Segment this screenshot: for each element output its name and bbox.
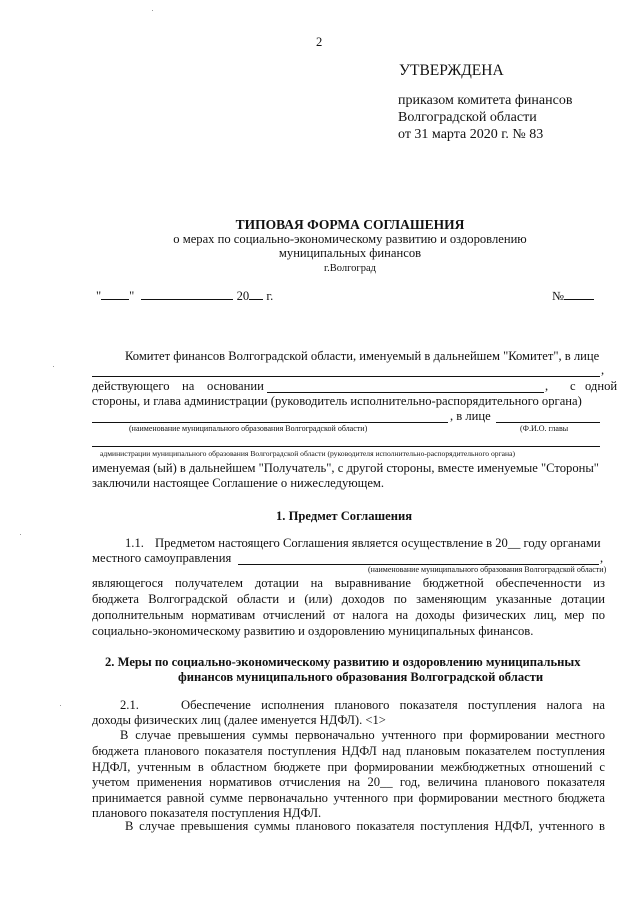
date-field: " " 20 г. (96, 289, 274, 303)
section-2-title-2: финансов муниципального образования Волгоградской области (178, 670, 544, 684)
form-subtitle-2: муниципальных финансов (278, 246, 422, 260)
parties-line-2a: действующего (92, 379, 170, 393)
approval-title: УТВЕРЖДЕНА (399, 62, 504, 79)
section-2-p2-line-4: учетом применения нормативов отчисления на 20__ год, величина планового показателя (92, 775, 605, 789)
section-1-p1-line-1: Предметом настоящего Соглашения является осуществление в 20__ году органами (155, 536, 601, 550)
parties-line-3: стороны, и глава администрации (руководитель исполнительно-распорядительного органа) (92, 394, 582, 408)
agreement-number: № (552, 288, 594, 305)
caption-administration: администрации муниципального образования Волгоградской области (руководителя исполнительно-распорядительного органа) (100, 449, 516, 458)
section-2-p2-line-1: В случае превышения суммы первоначально учтенного при формировании местного (120, 728, 605, 742)
section-1-p1-line-6: социально-экономическому развитию и оздоровлению муниципальных финансов. (92, 624, 534, 638)
section-1-p1-line-2: местного самоуправления (92, 551, 232, 565)
parties-line-4: , в лице (450, 409, 491, 423)
section-2-p2-line-5: принимается равной сумме первоначально учтенного при формировании местного бюджета (92, 791, 605, 805)
caption-municipality: (наименование муниципального образования Волгоградской области) (129, 424, 368, 433)
parties-line-6: заключили настоящее Соглашение о нижеследующем. (92, 476, 385, 490)
caption-head-name: (Ф.И.О. главы (520, 424, 569, 433)
section-1-p1-line-4: бюджета Волгоградской области и (или) доходов по заменяющим указанные дотации (92, 592, 605, 606)
page-number: 2 (316, 35, 323, 49)
section-2-title-1: 2. Меры по социально-экономическому развитию и оздоровлению муниципальных (105, 655, 581, 669)
section-1-title: 1. Предмет Соглашения (276, 509, 413, 523)
section-1-p1-line-5: дополнительным нормативам отчислений от налога на доходы физических лиц, мер по (92, 608, 605, 622)
approval-line-2: Волгоградской области (398, 110, 537, 125)
section-2-p2-line-2: бюджета планового показателя поступления НДФЛ над плановым показателем поступления (92, 744, 605, 758)
approval-line-1: приказом комитета финансов (398, 93, 573, 108)
section-2-p2-line-6: планового показателя поступления НДФЛ. (92, 806, 322, 820)
section-1-p1-line-3: являющегося получателем дотации на выравнивание бюджетной обеспеченности из (92, 576, 605, 590)
approval-line-3: от 31 марта 2020 г. № 83 (398, 127, 544, 142)
form-city: г.Волгоград (324, 263, 376, 274)
form-subtitle-1: о мерах по социально-экономическому развитию и оздоровлению (173, 232, 527, 246)
parties-line-1: Комитет финансов Волгоградской области, именуемый в дальнейшем "Комитет", в лице (125, 349, 600, 363)
section-2-p1-line-2: доходы физических лиц (далее именуется НДФЛ). <1> (92, 713, 386, 727)
section-2-p1-line-1: Обеспечение исполнения планового показателя поступления налога на (181, 698, 605, 712)
parties-line-5: именуемая (ый) в дальнейшем "Получатель", с другой стороны, вместе именуемые "Стороны" (92, 461, 599, 475)
form-title: ТИПОВАЯ ФОРМА СОГЛАШЕНИЯ (235, 217, 465, 232)
section-2-p3-line-1: В случае превышения суммы планового показателя поступления НДФЛ, учтенного в (125, 819, 605, 833)
section-2-p2-line-3: НДФЛ, учтенным в областном бюджете при формировании межбюджетных отношений с (92, 760, 605, 774)
caption-municipality-2: (наименование муниципального образования Волгоградской области) (368, 565, 607, 574)
